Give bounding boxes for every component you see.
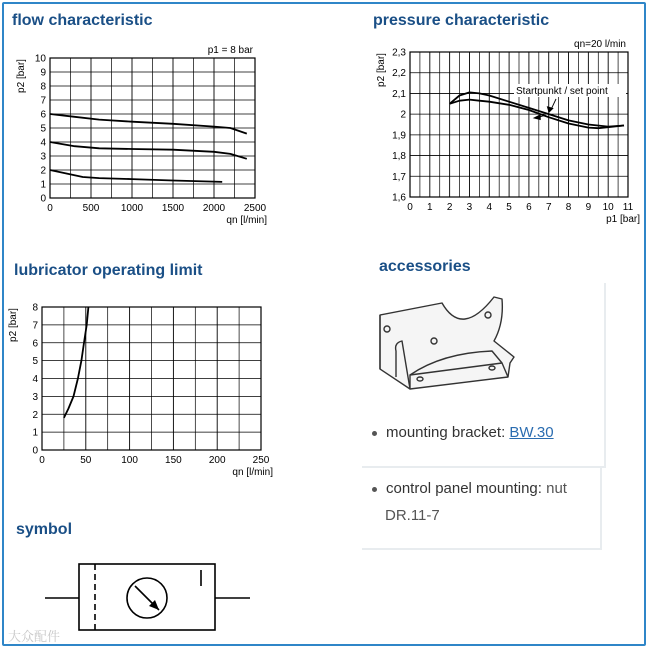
flow-annotation: p1 = 8 bar — [207, 45, 253, 56]
flow-xtick-label: 2500 — [243, 203, 267, 214]
flow-ytick-label: 9 — [40, 67, 46, 79]
flow-xlabel: qn [l/min] — [226, 215, 267, 226]
panel-mounting-value-1: nut — [546, 480, 567, 497]
panel-mounting-value-2: DR.11-7 — [385, 507, 440, 524]
flow-ytick-label: 3 — [40, 151, 46, 163]
pressure-xtick-label: 9 — [585, 202, 592, 213]
flow-ytick-label: 10 — [34, 53, 46, 65]
pressure-xtick-label: 6 — [526, 202, 532, 213]
flow-ytick-label: 1 — [40, 179, 46, 191]
panel-mounting-item — [372, 476, 567, 502]
flow-ylabel: p2 [bar] — [16, 59, 27, 93]
watermark: 大众配件 — [8, 630, 61, 645]
lubricator-xtick-label: 150 — [165, 455, 182, 466]
lubricator-xtick-label: 100 — [121, 455, 138, 466]
lubricator-ytick-label: 3 — [32, 391, 38, 403]
pressure-ytick-label: 2,3 — [392, 47, 406, 59]
flow-xtick-label: 0 — [47, 203, 53, 214]
pressure-xtick-label: 11 — [622, 202, 634, 213]
pressure-heading: pressure characteristic — [373, 12, 550, 29]
pressure-ytick-label: 2 — [400, 109, 406, 121]
flow-xtick-label: 2000 — [202, 203, 226, 214]
pressure-annotation: qn=20 l/min — [574, 39, 626, 50]
lubricator-ytick-label: 7 — [32, 320, 38, 332]
mounting-bracket-label: mounting bracket: — [386, 424, 506, 441]
pressure-series-line — [450, 92, 624, 126]
pressure-ytick-label: 1,9 — [392, 130, 406, 142]
accessories-card-bracket — [362, 283, 606, 468]
pressure-ytick-label: 1,8 — [392, 151, 406, 163]
lubricator-xtick-label: 50 — [80, 455, 92, 466]
pressure-xlabel: p1 [bar] — [606, 214, 640, 225]
pressure-arrowhead — [533, 114, 541, 120]
accessories-card-panel — [362, 468, 602, 550]
flow-ytick-label: 0 — [40, 193, 46, 205]
lubricator-symbol — [45, 560, 275, 635]
pressure-arrowhead — [547, 106, 554, 113]
pressure-ytick-label: 1,6 — [392, 192, 406, 204]
pressure-ytick-label: 2,2 — [392, 68, 406, 80]
mounting-bracket-link[interactable]: BW.30 — [509, 424, 554, 441]
flow-xtick-label: 1500 — [161, 203, 185, 214]
flow-ytick-label: 5 — [40, 123, 46, 135]
pressure-xtick-label: 7 — [545, 202, 552, 213]
pressure-xtick-label: 3 — [466, 202, 473, 213]
pressure-ytick-label: 2,1 — [392, 88, 406, 100]
pressure-xtick-label: 4 — [486, 202, 493, 213]
pressure-xtick-label: 0 — [407, 202, 413, 213]
pressure-ytick-label: 1,7 — [392, 171, 406, 183]
lubricator-ytick-label: 5 — [32, 356, 38, 368]
pressure-setpoint-label: Startpunkt / set point — [516, 86, 608, 97]
flow-ytick-label: 8 — [40, 81, 46, 93]
symbol-heading: symbol — [16, 521, 73, 538]
flow-ytick-label: 4 — [40, 137, 46, 149]
lubricator-ytick-label: 1 — [32, 427, 38, 439]
mounting-bracket-image — [372, 293, 522, 403]
lubricator-ylabel: p2 [bar] — [8, 308, 19, 342]
flow-xtick-label: 500 — [82, 203, 100, 214]
mounting-bracket-item — [372, 420, 554, 446]
lubricator-grid — [42, 307, 261, 450]
lubricator-ytick-label: 8 — [32, 302, 38, 314]
pressure-xtick-label: 8 — [565, 202, 572, 213]
pressure-xtick-label: 5 — [506, 202, 512, 213]
pressure-ylabel: p2 [bar] — [376, 53, 387, 87]
flow-ytick-label: 7 — [40, 95, 46, 107]
lubricator-heading: lubricator operating limit — [14, 262, 203, 279]
pressure-xtick-label: 10 — [602, 202, 614, 213]
flow-heading: flow characteristic — [12, 12, 153, 29]
bullet-dot — [372, 487, 377, 492]
pressure-xtick-label: 1 — [427, 202, 433, 213]
bullet-dot — [372, 431, 377, 436]
flow-xtick-label: 1000 — [120, 203, 144, 214]
lubricator-ytick-label: 0 — [32, 445, 38, 457]
flow-chart — [0, 38, 290, 238]
flow-series-line — [50, 170, 222, 182]
lubricator-xtick-label: 0 — [39, 455, 45, 466]
lubricator-chart — [0, 290, 290, 490]
lubricator-xlabel: qn [l/min] — [232, 467, 273, 478]
panel-mounting-label: control panel mounting: — [386, 480, 542, 497]
lubricator-ytick-label: 4 — [32, 374, 38, 385]
pressure-chart — [360, 32, 650, 232]
lubricator-xtick-label: 250 — [252, 455, 270, 466]
accessories-heading: accessories — [379, 258, 471, 275]
lubricator-xtick-label: 200 — [208, 455, 226, 466]
lubricator-ytick-label: 2 — [32, 409, 38, 421]
pressure-xtick-label: 2 — [446, 202, 453, 213]
flow-ytick-label: 6 — [40, 109, 46, 121]
flow-ytick-label: 2 — [40, 165, 46, 177]
flow-series-line — [50, 114, 247, 134]
lubricator-ytick-label: 6 — [32, 338, 38, 350]
lubricator-series-line — [64, 307, 89, 418]
